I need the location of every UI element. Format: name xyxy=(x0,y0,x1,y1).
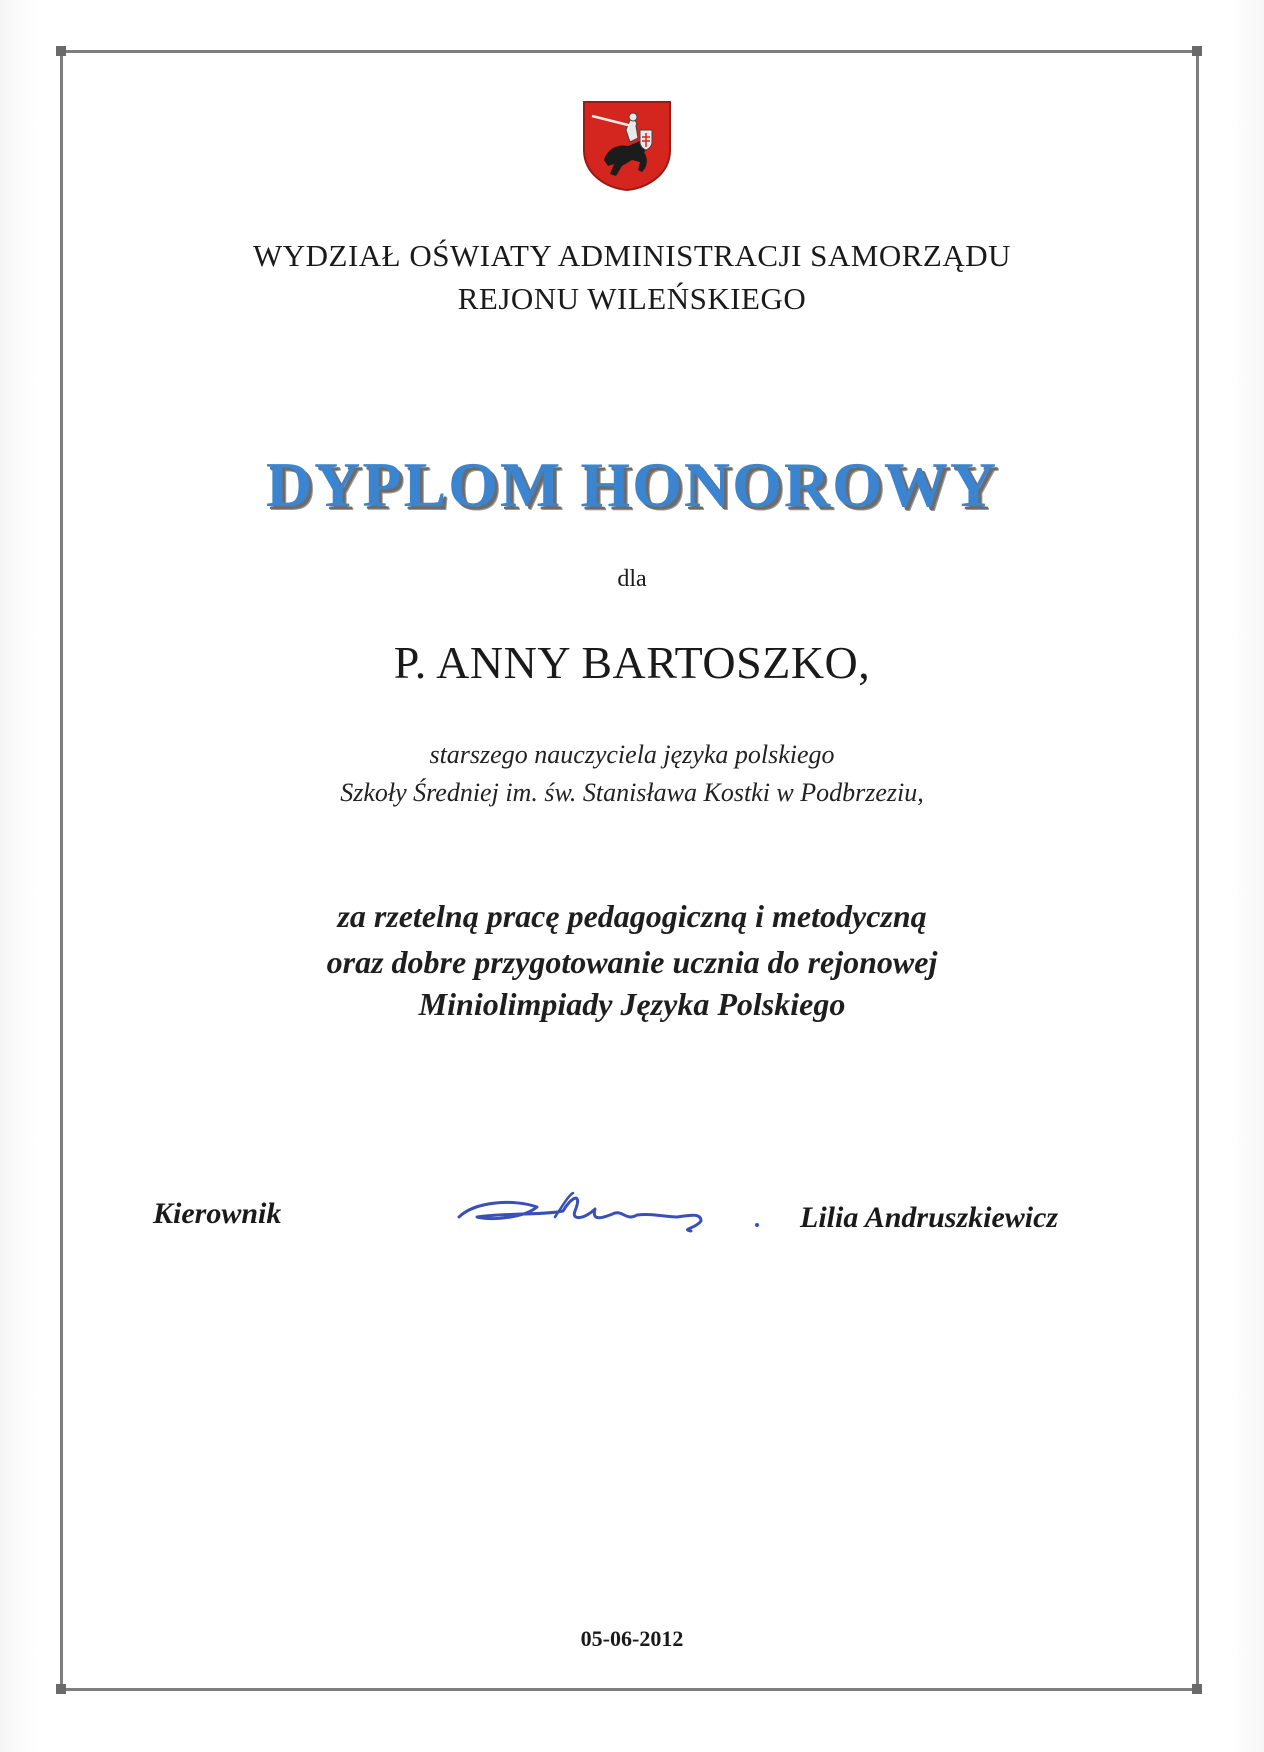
organization-name-line-1: WYDZIAŁ OŚWIATY ADMINISTRACJI SAMORZĄDU xyxy=(252,238,1012,273)
award-reason-line-2: oraz dobre przygotowanie ucznia do rejonowej xyxy=(326,944,938,980)
diploma-title: DYPLOM HONOROWY xyxy=(265,449,999,520)
for-word: dla xyxy=(617,566,647,592)
recipient-role-line-1: starszego nauczyciela języka polskiego xyxy=(429,740,835,769)
coat-of-arms-icon xyxy=(582,100,672,192)
frame-corner-top-left xyxy=(56,46,66,56)
award-reason-line-1: za rzetelną pracę pedagogiczną i metodyczną xyxy=(337,898,927,934)
frame-corner-bottom-right xyxy=(1192,1684,1202,1694)
frame-corner-bottom-left xyxy=(56,1684,66,1694)
signatory-role: Kierownik xyxy=(153,1197,282,1230)
issue-date: 05-06-2012 xyxy=(580,1626,684,1651)
recipient-role-line-2: Szkoły Średniej im. św. Stanisława Kostki w Podbrzeziu, xyxy=(340,778,924,807)
organization-name-line-2: REJONU WILEŃSKIEGO xyxy=(457,281,807,316)
signatory-name: Lilia Andruszkiewicz xyxy=(800,1201,1059,1234)
award-reason-line-3: Miniolimpiady Języka Polskiego xyxy=(418,986,846,1022)
frame-bottom-border xyxy=(58,1688,1198,1691)
frame-top-border xyxy=(58,50,1198,53)
recipient-name: P. ANNY BARTOSZKO, xyxy=(393,637,871,688)
frame-corner-top-right xyxy=(1192,46,1202,56)
handwritten-signature-icon xyxy=(455,1187,765,1247)
